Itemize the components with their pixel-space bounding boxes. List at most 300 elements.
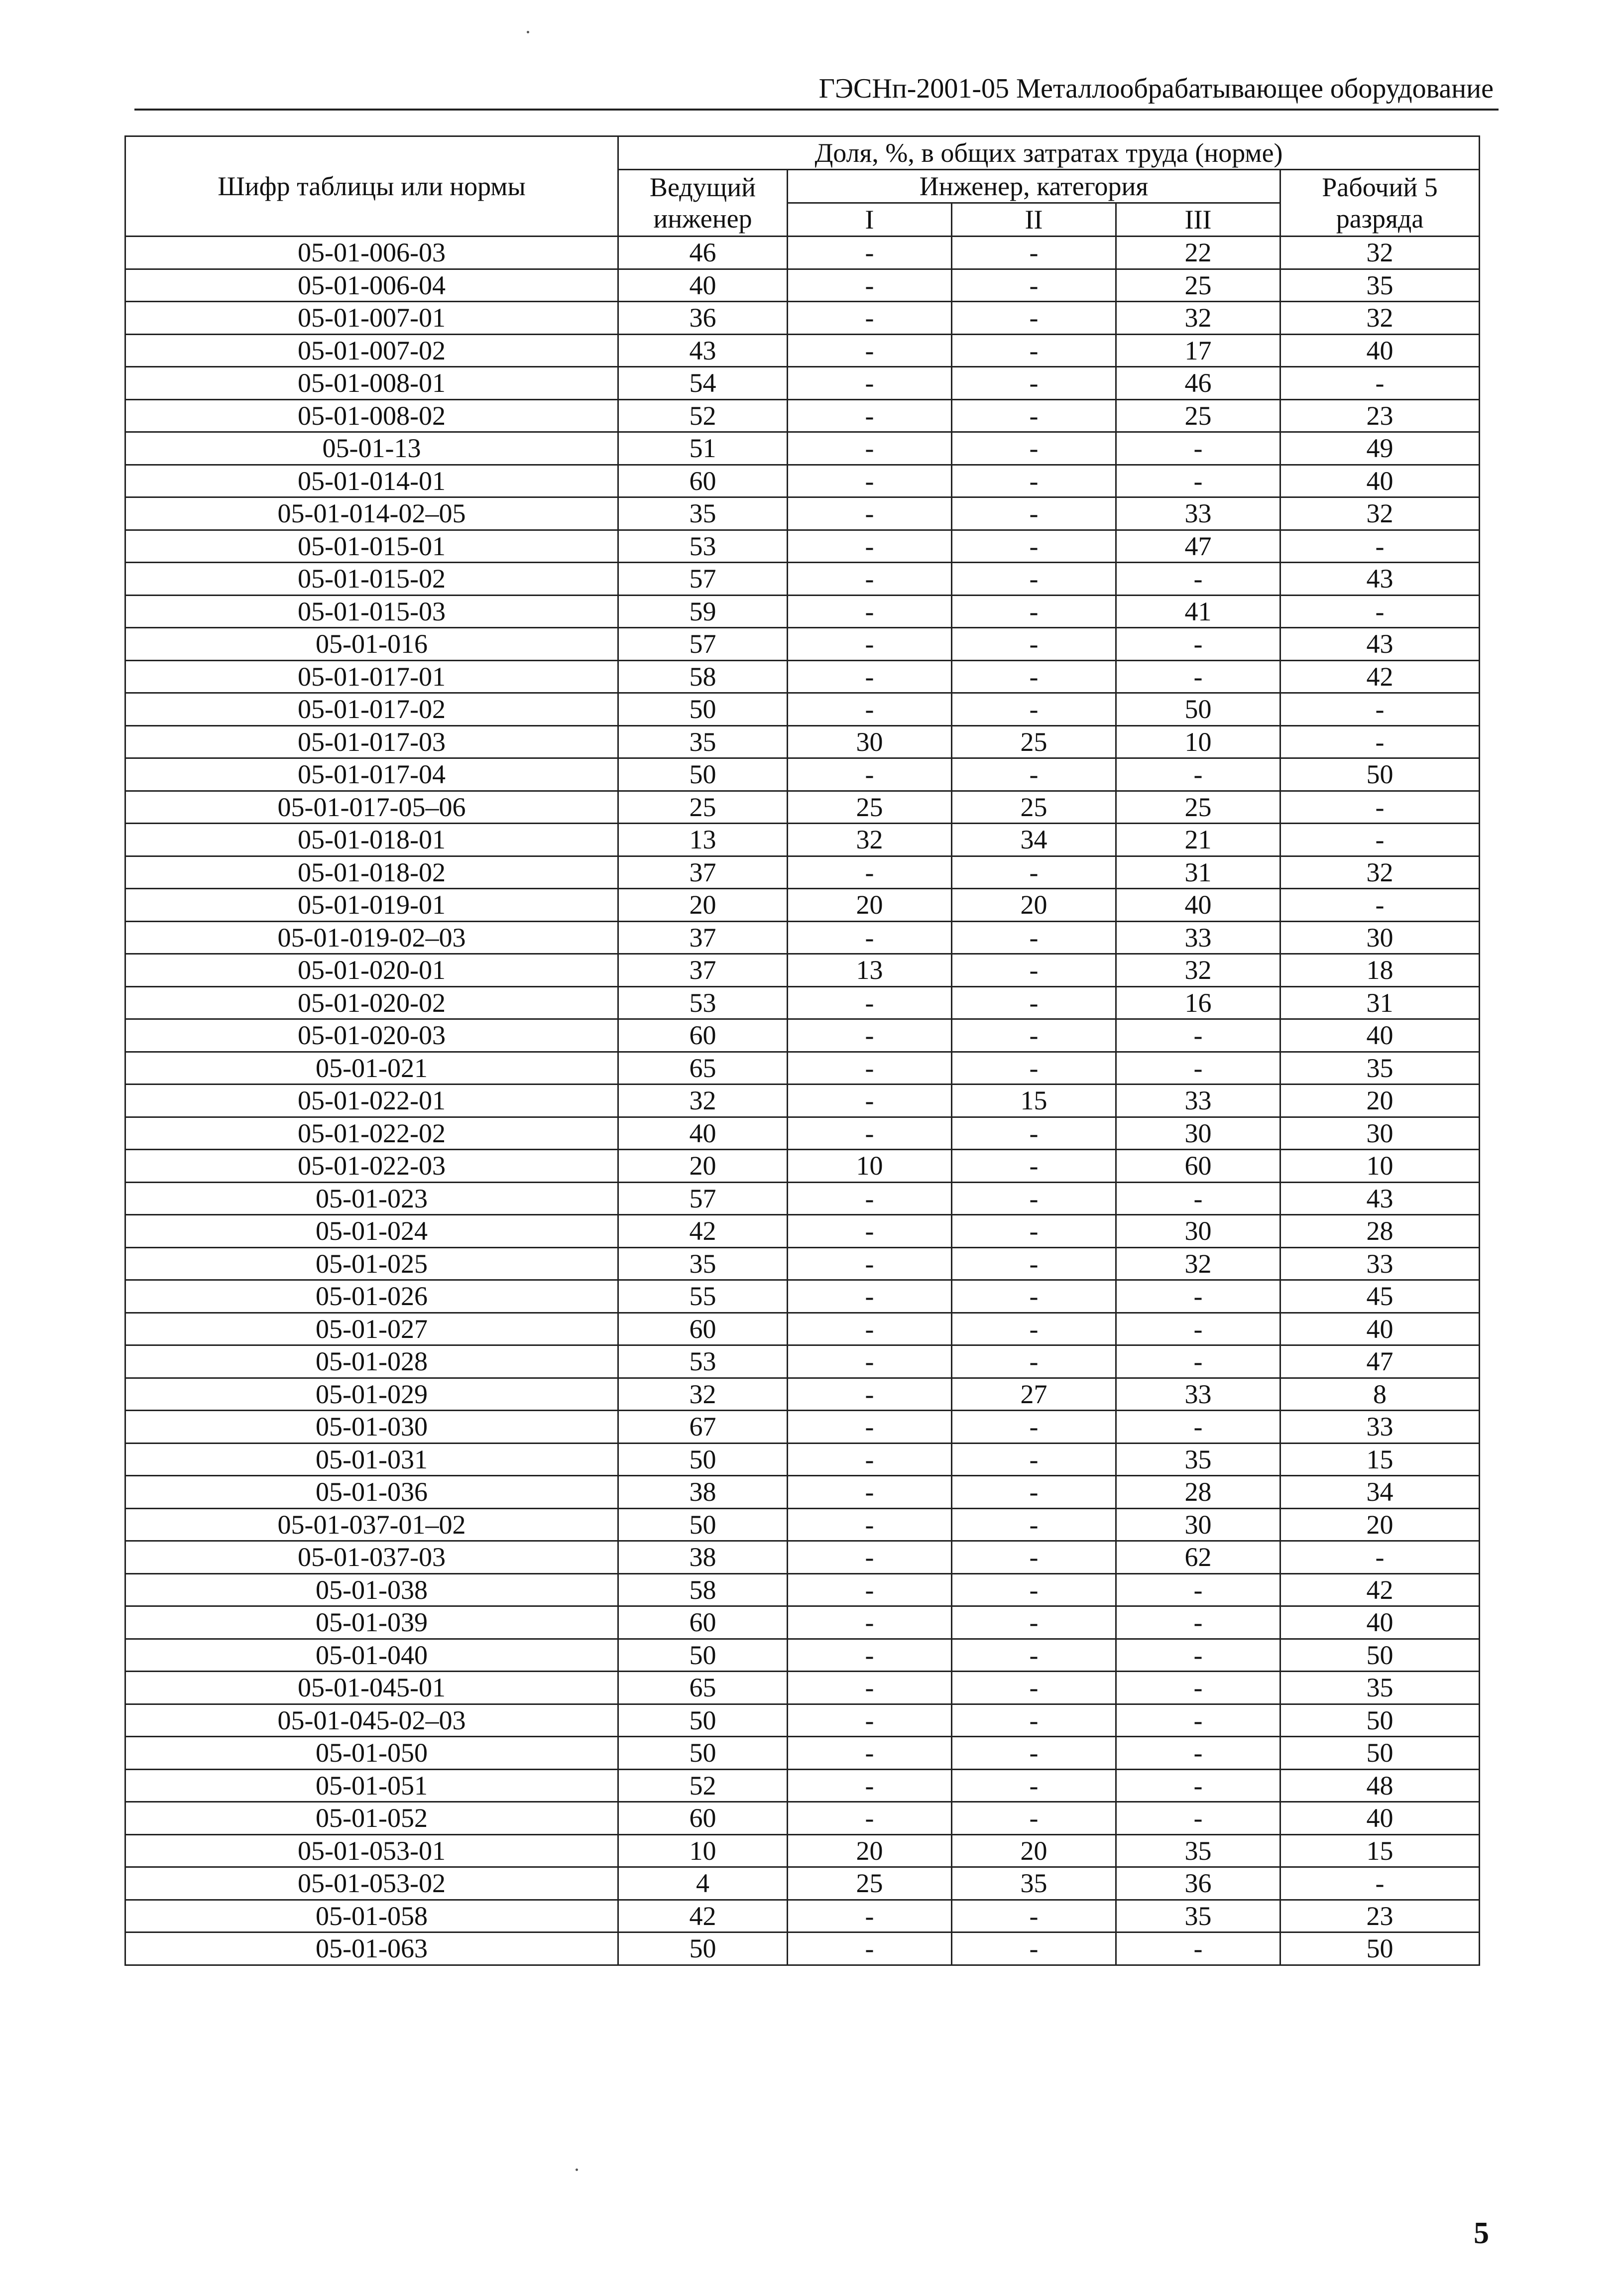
cell-lead-engineer: 36: [618, 302, 788, 335]
cell-category-2: -: [952, 921, 1116, 954]
table-row: [125, 530, 1480, 563]
table-row: [125, 1932, 1480, 1965]
cell-lead-engineer: 38: [618, 1541, 788, 1574]
cell-category-2: -: [952, 1215, 1116, 1248]
table-row: [125, 1867, 1480, 1900]
cell-category-1: -: [788, 856, 952, 889]
cell-category-2: -: [952, 1573, 1116, 1606]
cell-worker: 20: [1280, 1084, 1480, 1117]
cell-worker: 40: [1280, 1802, 1480, 1835]
cell-lead-engineer: 53: [618, 986, 788, 1019]
cell-worker: 40: [1280, 1313, 1480, 1345]
cell-lead-engineer: 50: [618, 1508, 788, 1541]
cell-lead-engineer: 20: [618, 889, 788, 922]
cell-worker: 28: [1280, 1215, 1480, 1248]
cell-code: 05-01-030: [125, 1411, 618, 1444]
cell-lead-engineer: 32: [618, 1084, 788, 1117]
cell-category-2: -: [952, 399, 1116, 432]
cell-category-2: -: [952, 660, 1116, 693]
cell-code: 05-01-018-01: [125, 824, 618, 856]
cell-category-2: -: [952, 1443, 1116, 1476]
cell-lead-engineer: 46: [618, 237, 788, 269]
cell-category-3: 35: [1116, 1834, 1280, 1867]
cell-worker: 32: [1280, 237, 1480, 269]
cell-category-2: -: [952, 1672, 1116, 1704]
cell-code: 05-01-026: [125, 1280, 618, 1313]
cell-category-2: -: [952, 1117, 1116, 1150]
cell-category-1: -: [788, 1313, 952, 1345]
cell-worker: 32: [1280, 856, 1480, 889]
cell-lead-engineer: 50: [618, 1737, 788, 1770]
table-row: [125, 1019, 1480, 1052]
column-header-category-2: II: [952, 203, 1116, 237]
table-row: [125, 856, 1480, 889]
cell-category-2: -: [952, 432, 1116, 465]
cell-worker: 10: [1280, 1150, 1480, 1183]
cell-code: 05-01-052: [125, 1802, 618, 1835]
cell-worker: 40: [1280, 334, 1480, 367]
cell-category-3: -: [1116, 1932, 1280, 1965]
cell-code: 05-01-014-01: [125, 465, 618, 497]
cell-worker: 43: [1280, 628, 1480, 661]
cell-code: 05-01-039: [125, 1606, 618, 1639]
table-row: [125, 986, 1480, 1019]
table-row: [125, 1704, 1480, 1737]
cell-category-3: -: [1116, 1019, 1280, 1052]
cell-category-2: -: [952, 1737, 1116, 1770]
table-row: [125, 1476, 1480, 1509]
cell-category-2: -: [952, 1541, 1116, 1574]
cell-lead-engineer: 37: [618, 856, 788, 889]
cell-worker: 30: [1280, 1117, 1480, 1150]
cell-category-3: 33: [1116, 921, 1280, 954]
cell-category-2: -: [952, 1280, 1116, 1313]
cell-worker: 23: [1280, 399, 1480, 432]
cell-lead-engineer: 50: [618, 1704, 788, 1737]
cell-category-3: -: [1116, 758, 1280, 791]
cell-category-1: 20: [788, 1834, 952, 1867]
cell-worker: 15: [1280, 1443, 1480, 1476]
cell-category-2: -: [952, 693, 1116, 726]
cell-category-2: 20: [952, 1834, 1116, 1867]
cell-lead-engineer: 65: [618, 1672, 788, 1704]
cell-lead-engineer: 50: [618, 758, 788, 791]
cell-worker: 50: [1280, 1737, 1480, 1770]
cell-category-3: 60: [1116, 1150, 1280, 1183]
cell-category-1: 13: [788, 954, 952, 987]
cell-code: 05-01-017-05–06: [125, 791, 618, 824]
cell-category-1: -: [788, 302, 952, 335]
cell-code: 05-01-022-03: [125, 1150, 618, 1183]
cell-category-3: -: [1116, 563, 1280, 596]
document-title: ГЭСНп-2001-05 Металлообрабатывающее оборудование: [818, 73, 1494, 104]
cell-category-2: -: [952, 1411, 1116, 1444]
cell-category-2: -: [952, 1704, 1116, 1737]
table-row: [125, 1247, 1480, 1280]
cell-category-2: -: [952, 1182, 1116, 1215]
table-row: [125, 1052, 1480, 1084]
column-header-category-3: III: [1116, 203, 1280, 237]
column-header-code: Шифр таблицы или нормы: [125, 136, 618, 237]
table-row: [125, 921, 1480, 954]
cell-category-1: -: [788, 497, 952, 530]
table-row: [125, 1508, 1480, 1541]
table-row: [125, 1313, 1480, 1345]
cell-category-1: -: [788, 432, 952, 465]
cell-worker: 40: [1280, 465, 1480, 497]
cell-category-1: -: [788, 1378, 952, 1411]
cell-category-3: 40: [1116, 889, 1280, 922]
cell-code: 05-01-13: [125, 432, 618, 465]
table-row: [125, 497, 1480, 530]
cell-code: 05-01-017-03: [125, 725, 618, 758]
cell-worker: 40: [1280, 1019, 1480, 1052]
cell-category-1: -: [788, 660, 952, 693]
cell-category-2: 34: [952, 824, 1116, 856]
cell-code: 05-01-022-02: [125, 1117, 618, 1150]
cell-category-3: -: [1116, 1182, 1280, 1215]
cell-lead-engineer: 52: [618, 1769, 788, 1802]
cell-category-2: -: [952, 465, 1116, 497]
table-row: [125, 1541, 1480, 1574]
cell-code: 05-01-019-01: [125, 889, 618, 922]
column-header-engineer-category: Инженер, категория: [788, 170, 1280, 203]
cell-category-3: 33: [1116, 497, 1280, 530]
column-header-lead-engineer: Ведущий инженер: [618, 170, 788, 237]
table-row: [125, 1117, 1480, 1150]
cell-worker: 18: [1280, 954, 1480, 987]
cell-code: 05-01-029: [125, 1378, 618, 1411]
cell-worker: -: [1280, 791, 1480, 824]
cell-category-3: -: [1116, 1280, 1280, 1313]
cell-category-3: 10: [1116, 725, 1280, 758]
cell-category-1: -: [788, 1573, 952, 1606]
cell-category-1: -: [788, 1737, 952, 1770]
cell-category-3: 32: [1116, 1247, 1280, 1280]
cell-category-2: 27: [952, 1378, 1116, 1411]
cell-category-1: 32: [788, 824, 952, 856]
table-row: [125, 432, 1480, 465]
cell-category-3: 36: [1116, 1867, 1280, 1900]
cell-category-1: 20: [788, 889, 952, 922]
cell-category-3: 46: [1116, 367, 1280, 400]
cell-lead-engineer: 35: [618, 725, 788, 758]
cell-worker: -: [1280, 693, 1480, 726]
table-row: [125, 660, 1480, 693]
table-row: [125, 367, 1480, 400]
cell-category-3: 30: [1116, 1117, 1280, 1150]
cell-code: 05-01-036: [125, 1476, 618, 1509]
cell-category-1: -: [788, 465, 952, 497]
cell-code: 05-01-006-04: [125, 269, 618, 302]
table-row: [125, 1672, 1480, 1704]
cell-code: 05-01-016: [125, 628, 618, 661]
cell-category-1: -: [788, 758, 952, 791]
cell-category-3: -: [1116, 1606, 1280, 1639]
cell-worker: 20: [1280, 1508, 1480, 1541]
table-row: [125, 334, 1480, 367]
scan-speck: [527, 31, 529, 33]
cell-category-3: -: [1116, 1313, 1280, 1345]
cell-category-3: 30: [1116, 1215, 1280, 1248]
cell-worker: 33: [1280, 1247, 1480, 1280]
table-row: [125, 1573, 1480, 1606]
cell-category-3: 32: [1116, 954, 1280, 987]
cell-lead-engineer: 13: [618, 824, 788, 856]
cell-category-3: 62: [1116, 1541, 1280, 1574]
cell-worker: -: [1280, 889, 1480, 922]
cell-lead-engineer: 50: [618, 693, 788, 726]
cell-category-2: -: [952, 1900, 1116, 1932]
cell-category-1: -: [788, 986, 952, 1019]
cell-code: 05-01-019-02–03: [125, 921, 618, 954]
cell-category-2: -: [952, 856, 1116, 889]
labor-share-table: [124, 135, 1480, 1966]
cell-category-2: -: [952, 628, 1116, 661]
cell-category-2: -: [952, 1802, 1116, 1835]
cell-category-1: -: [788, 1769, 952, 1802]
table-row: [125, 1802, 1480, 1835]
cell-lead-engineer: 40: [618, 1117, 788, 1150]
cell-lead-engineer: 57: [618, 628, 788, 661]
table-row: [125, 725, 1480, 758]
cell-code: 05-01-008-02: [125, 399, 618, 432]
cell-category-2: -: [952, 269, 1116, 302]
cell-category-2: -: [952, 1508, 1116, 1541]
cell-category-1: -: [788, 1084, 952, 1117]
table-row: [125, 1345, 1480, 1378]
cell-code: 05-01-045-01: [125, 1672, 618, 1704]
cell-category-2: -: [952, 1345, 1116, 1378]
cell-category-1: -: [788, 1019, 952, 1052]
table-row: [125, 1378, 1480, 1411]
cell-category-2: -: [952, 1606, 1116, 1639]
cell-worker: 50: [1280, 1639, 1480, 1672]
cell-category-2: -: [952, 497, 1116, 530]
cell-category-1: -: [788, 399, 952, 432]
cell-category-3: 33: [1116, 1084, 1280, 1117]
cell-code: 05-01-007-02: [125, 334, 618, 367]
cell-code: 05-01-020-02: [125, 986, 618, 1019]
cell-category-3: 25: [1116, 791, 1280, 824]
cell-lead-engineer: 42: [618, 1215, 788, 1248]
cell-code: 05-01-025: [125, 1247, 618, 1280]
cell-category-1: -: [788, 1247, 952, 1280]
cell-category-3: -: [1116, 1573, 1280, 1606]
cell-category-2: 25: [952, 725, 1116, 758]
cell-category-3: 30: [1116, 1508, 1280, 1541]
cell-category-3: 41: [1116, 595, 1280, 628]
cell-category-3: 35: [1116, 1900, 1280, 1932]
cell-code: 05-01-038: [125, 1573, 618, 1606]
cell-worker: -: [1280, 1541, 1480, 1574]
cell-category-1: -: [788, 1606, 952, 1639]
cell-category-1: -: [788, 1508, 952, 1541]
cell-category-1: -: [788, 269, 952, 302]
cell-category-3: 31: [1116, 856, 1280, 889]
cell-category-1: -: [788, 367, 952, 400]
table-row: [125, 237, 1480, 269]
cell-category-3: 50: [1116, 693, 1280, 726]
table-row: [125, 628, 1480, 661]
cell-category-1: -: [788, 693, 952, 726]
cell-code: 05-01-018-02: [125, 856, 618, 889]
cell-worker: 8: [1280, 1378, 1480, 1411]
cell-worker: -: [1280, 725, 1480, 758]
cell-lead-engineer: 37: [618, 921, 788, 954]
column-group-header-labor-share: Доля, %, в общих затратах труда (норме): [618, 136, 1480, 170]
cell-worker: 15: [1280, 1834, 1480, 1867]
cell-category-1: -: [788, 334, 952, 367]
cell-category-3: -: [1116, 660, 1280, 693]
table-row: [125, 1150, 1480, 1183]
cell-lead-engineer: 52: [618, 399, 788, 432]
cell-category-1: -: [788, 1052, 952, 1084]
cell-category-2: -: [952, 563, 1116, 596]
table-row: [125, 595, 1480, 628]
cell-code: 05-01-037-01–02: [125, 1508, 618, 1541]
cell-category-1: -: [788, 921, 952, 954]
table-row: [125, 1639, 1480, 1672]
cell-worker: 50: [1280, 1932, 1480, 1965]
cell-category-2: -: [952, 758, 1116, 791]
cell-lead-engineer: 43: [618, 334, 788, 367]
table-row: [125, 399, 1480, 432]
table-row: [125, 1182, 1480, 1215]
cell-lead-engineer: 10: [618, 1834, 788, 1867]
cell-worker: 47: [1280, 1345, 1480, 1378]
cell-category-2: -: [952, 530, 1116, 563]
cell-category-2: -: [952, 1639, 1116, 1672]
table-row: [125, 1280, 1480, 1313]
column-header-worker: Рабочий 5 разряда: [1280, 170, 1480, 237]
cell-code: 05-01-008-01: [125, 367, 618, 400]
page-number: 5: [1474, 2216, 1489, 2250]
scan-speck: [576, 2169, 578, 2171]
cell-code: 05-01-017-02: [125, 693, 618, 726]
table-row: [125, 889, 1480, 922]
cell-lead-engineer: 57: [618, 563, 788, 596]
cell-lead-engineer: 51: [618, 432, 788, 465]
cell-category-3: -: [1116, 1052, 1280, 1084]
cell-code: 05-01-020-01: [125, 954, 618, 987]
cell-worker: 50: [1280, 1704, 1480, 1737]
cell-lead-engineer: 58: [618, 1573, 788, 1606]
cell-lead-engineer: 50: [618, 1443, 788, 1476]
cell-code: 05-01-024: [125, 1215, 618, 1248]
table-row: [125, 1737, 1480, 1770]
cell-worker: -: [1280, 595, 1480, 628]
table-row: [125, 824, 1480, 856]
cell-lead-engineer: 50: [618, 1932, 788, 1965]
cell-worker: 35: [1280, 1672, 1480, 1704]
cell-category-1: 30: [788, 725, 952, 758]
cell-lead-engineer: 35: [618, 497, 788, 530]
cell-category-2: -: [952, 1313, 1116, 1345]
cell-lead-engineer: 53: [618, 530, 788, 563]
cell-category-2: -: [952, 334, 1116, 367]
cell-category-3: 47: [1116, 530, 1280, 563]
cell-category-2: -: [952, 1932, 1116, 1965]
cell-worker: 42: [1280, 660, 1480, 693]
cell-category-1: -: [788, 1802, 952, 1835]
cell-category-1: -: [788, 1900, 952, 1932]
table-row: [125, 758, 1480, 791]
cell-lead-engineer: 67: [618, 1411, 788, 1444]
table-row: [125, 1084, 1480, 1117]
cell-category-2: -: [952, 1052, 1116, 1084]
cell-lead-engineer: 4: [618, 1867, 788, 1900]
cell-category-3: -: [1116, 432, 1280, 465]
cell-worker: 23: [1280, 1900, 1480, 1932]
cell-category-3: 22: [1116, 237, 1280, 269]
cell-worker: 34: [1280, 1476, 1480, 1509]
cell-code: 05-01-020-03: [125, 1019, 618, 1052]
table-row: [125, 302, 1480, 335]
cell-category-2: 20: [952, 889, 1116, 922]
cell-category-3: -: [1116, 1411, 1280, 1444]
cell-category-1: -: [788, 1541, 952, 1574]
cell-category-1: 25: [788, 791, 952, 824]
cell-code: 05-01-050: [125, 1737, 618, 1770]
cell-worker: -: [1280, 530, 1480, 563]
table-row: [125, 1411, 1480, 1444]
cell-worker: 35: [1280, 269, 1480, 302]
cell-code: 05-01-051: [125, 1769, 618, 1802]
cell-worker: 32: [1280, 302, 1480, 335]
cell-category-1: -: [788, 1639, 952, 1672]
table-row: [125, 1443, 1480, 1476]
cell-category-1: 25: [788, 1867, 952, 1900]
cell-lead-engineer: 55: [618, 1280, 788, 1313]
cell-code: 05-01-007-01: [125, 302, 618, 335]
cell-lead-engineer: 25: [618, 791, 788, 824]
cell-category-2: 35: [952, 1867, 1116, 1900]
cell-code: 05-01-023: [125, 1182, 618, 1215]
cell-lead-engineer: 54: [618, 367, 788, 400]
cell-lead-engineer: 20: [618, 1150, 788, 1183]
cell-category-2: -: [952, 986, 1116, 1019]
cell-category-1: -: [788, 1704, 952, 1737]
table-row: [125, 465, 1480, 497]
cell-worker: 40: [1280, 1606, 1480, 1639]
cell-category-1: -: [788, 1182, 952, 1215]
cell-code: 05-01-015-03: [125, 595, 618, 628]
cell-worker: 31: [1280, 986, 1480, 1019]
cell-category-3: -: [1116, 1639, 1280, 1672]
cell-code: 05-01-017-01: [125, 660, 618, 693]
cell-category-2: -: [952, 1019, 1116, 1052]
cell-category-2: -: [952, 1476, 1116, 1509]
cell-category-1: 10: [788, 1150, 952, 1183]
cell-worker: 50: [1280, 758, 1480, 791]
cell-code: 05-01-037-03: [125, 1541, 618, 1574]
cell-category-3: -: [1116, 465, 1280, 497]
cell-worker: 33: [1280, 1411, 1480, 1444]
table-row: [125, 954, 1480, 987]
cell-worker: 43: [1280, 1182, 1480, 1215]
cell-category-1: -: [788, 1117, 952, 1150]
cell-worker: 43: [1280, 563, 1480, 596]
table-row: [125, 1215, 1480, 1248]
cell-code: 05-01-027: [125, 1313, 618, 1345]
cell-worker: 42: [1280, 1573, 1480, 1606]
cell-lead-engineer: 60: [618, 1606, 788, 1639]
cell-lead-engineer: 60: [618, 1802, 788, 1835]
table-row: [125, 693, 1480, 726]
column-header-category-1: I: [788, 203, 952, 237]
cell-category-3: 17: [1116, 334, 1280, 367]
